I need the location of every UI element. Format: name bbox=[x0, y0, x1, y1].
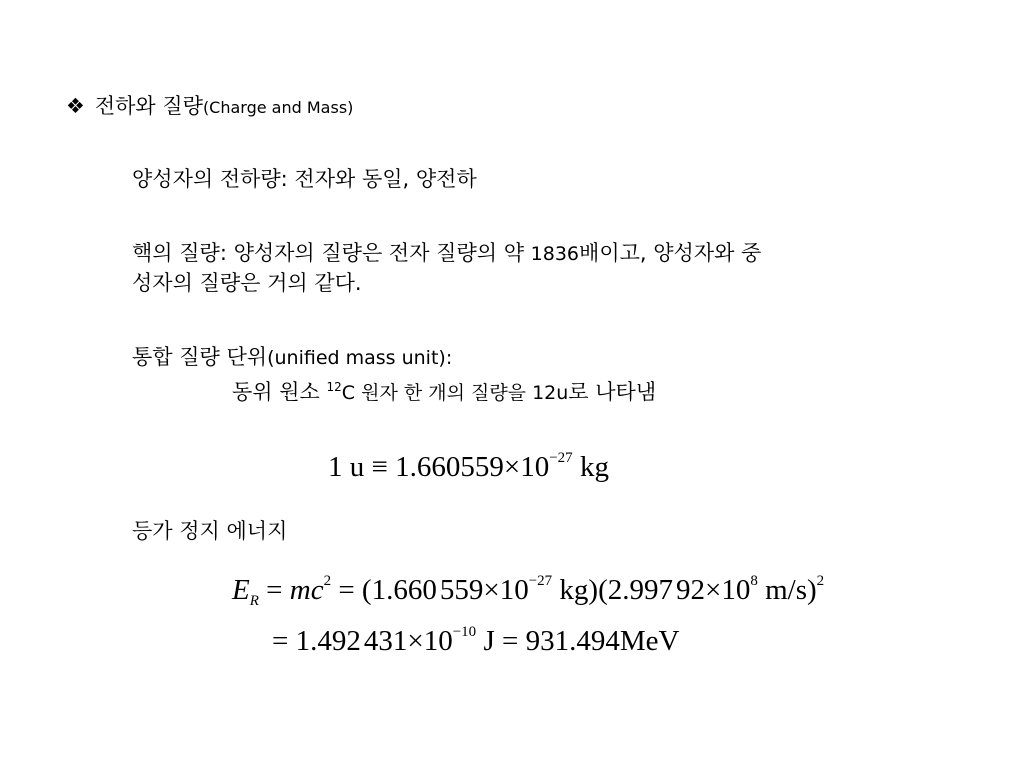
mass-c-term: mc bbox=[289, 574, 324, 606]
rest-energy-heading: 등가 정지 에너지 bbox=[132, 519, 288, 543]
unified-mass-definition bbox=[232, 372, 656, 408]
rest-energy-equation-line2 bbox=[272, 624, 679, 658]
isotope-mass-number: 12 bbox=[326, 380, 342, 394]
eq-e2-part2: 431×10 bbox=[363, 625, 453, 657]
eq-u-lhs: 1 u bbox=[328, 451, 365, 483]
nucleus-mass-text-b: 배이고, 양성자와 중 bbox=[579, 241, 762, 265]
eq-u-value: ≡ 1.660559×10 bbox=[364, 451, 550, 483]
eq-e1-exponent3: 2 bbox=[816, 573, 825, 589]
unified-heading-english: (unified mass unit): bbox=[267, 347, 453, 369]
rest-energy-equation-line1 bbox=[232, 573, 824, 607]
definition-text-a: 동위 원소 bbox=[232, 380, 327, 404]
definition-unit: 12u bbox=[532, 382, 569, 404]
eq-e1-part5: m/s) bbox=[757, 574, 817, 606]
title-english: (Charge and Mass) bbox=[202, 98, 354, 117]
diamond-bullet-icon: ❖ bbox=[66, 94, 85, 118]
title-korean: 전하와 질량 bbox=[94, 94, 203, 118]
eq-u-exponent: −27 bbox=[549, 450, 573, 466]
eq-e1-exponent1: −27 bbox=[528, 573, 553, 589]
eq-u-unit: kg bbox=[572, 451, 609, 483]
nucleus-mass-line1 bbox=[132, 238, 761, 269]
eq-e2-part3: J = 931.494MeV bbox=[476, 625, 680, 657]
definition-text-c: 로 나타냄 bbox=[568, 380, 657, 404]
eq-e1-exponent2: 8 bbox=[750, 573, 758, 589]
atomic-mass-unit-equation bbox=[328, 450, 609, 484]
eq-e2-part1: = 1.492 bbox=[272, 625, 361, 657]
equals-sign: = bbox=[258, 574, 290, 606]
proton-charge-text: 양성자의 전하량: 전자와 동일, 양전하 bbox=[132, 167, 477, 191]
eq-e2-exponent: −10 bbox=[452, 624, 477, 640]
eq-e1-part3: kg)(2.997 bbox=[552, 574, 673, 606]
c-squared-exponent: 2 bbox=[323, 573, 332, 589]
unified-heading-korean: 통합 질량 단위 bbox=[132, 345, 268, 369]
definition-text-b: C 원자 한 개의 질량을 bbox=[341, 382, 533, 404]
unified-mass-heading bbox=[132, 342, 452, 373]
nucleus-mass-line2: 성자의 질량은 거의 같다. bbox=[132, 271, 362, 295]
eq-e1-part1: = (1.660 bbox=[331, 574, 437, 606]
energy-symbol: E bbox=[232, 574, 250, 606]
nucleus-mass-text-a: 핵의 질량: 양성자의 질량은 전자 질량의 약 bbox=[132, 241, 531, 265]
slide-title bbox=[66, 92, 353, 122]
energy-subscript: R bbox=[249, 593, 259, 609]
eq-e1-part4: 92×10 bbox=[676, 574, 751, 606]
eq-e1-part2: 559×10 bbox=[439, 574, 529, 606]
mass-ratio-number: 1836 bbox=[530, 243, 580, 265]
